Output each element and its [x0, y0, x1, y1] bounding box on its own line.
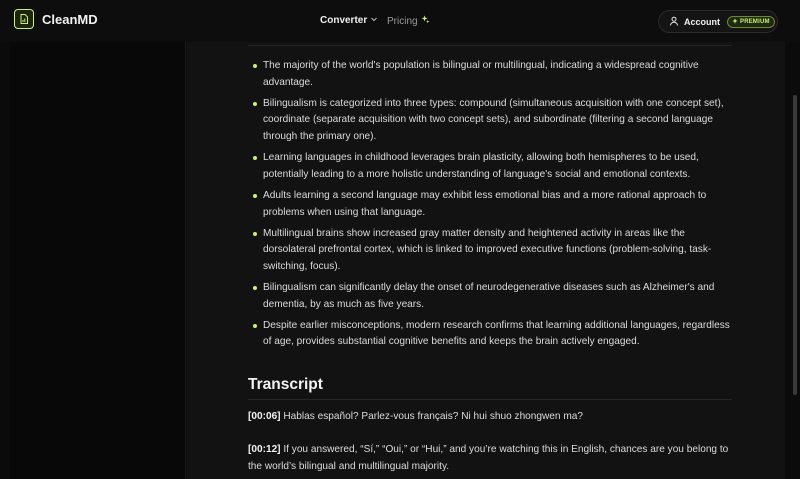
top-navigation-bar: [0, 0, 800, 42]
transcript-text: Hablas español? Parlez-vous français? Ni hui shuo zhongwen ma?: [283, 411, 583, 422]
transcript-timestamp[interactable]: [00:06]: [248, 411, 281, 422]
account-button[interactable]: [658, 10, 778, 33]
document-icon: [14, 9, 34, 29]
premium-badge: [727, 16, 775, 28]
transcript-line: [248, 409, 738, 426]
divider: [248, 45, 732, 46]
key-takeaway-item: Multilingual brains show increased gray matter density and heightened activity in areas like the dorsolateral prefrontal cortex, which is linked to improved executive functions (problem-solving, task-switching, focus).: [248, 226, 732, 276]
transcript-timestamp[interactable]: [00:12]: [248, 444, 281, 455]
nav-pricing-label: Pricing: [387, 15, 418, 27]
sparkle-icon: [421, 15, 430, 27]
user-icon: [669, 13, 679, 31]
chevron-down-icon: [370, 15, 378, 26]
transcript-text: If you answered, “Sí,” “Oui,” or “Hui,” and you’re watching this in English, chances are you belong to the world’s bilingual and multilingual majority.: [248, 444, 729, 472]
nav-converter-label: Converter: [320, 15, 368, 26]
key-takeaway-item: Despite earlier misconceptions, modern research confirms that learning additional languages, regardless of age, provides substantial cognitive benefits and keeps the brain actively engaged.: [248, 318, 732, 351]
nav-converter[interactable]: [320, 15, 378, 26]
transcript-heading: Transcript: [248, 376, 323, 393]
nav-pricing[interactable]: [387, 15, 430, 27]
app-name: CleanMD: [42, 11, 98, 27]
account-label: Account: [684, 16, 720, 27]
logo[interactable]: [14, 9, 98, 29]
divider: [248, 399, 732, 400]
premium-badge-label: PREMIUM: [740, 18, 770, 25]
key-takeaway-item: Bilingualism is categorized into three types: compound (simultaneous acquisition with one concept set), coordinate (separate acquisition with two concept sets), and subordinate (filtering a second language through the primary one).: [248, 96, 732, 146]
main-content: [187, 42, 785, 479]
sparkle-icon: [732, 18, 738, 26]
transcript-line: [248, 442, 738, 475]
scrollbar-thumb[interactable]: [793, 95, 797, 395]
sidebar: [10, 42, 186, 479]
key-takeaway-item: Learning languages in childhood leverages brain plasticity, allowing both hemispheres to be used, potentially leading to a more holistic understanding of language's social and emotional contexts.: [248, 150, 732, 183]
key-takeaway-item: The majority of the world's population is bilingual or multilingual, indicating a widespread cognitive advantage.: [248, 58, 732, 91]
key-takeaway-item: Adults learning a second language may exhibit less emotional bias and a more rational approach to problems when using that language.: [248, 188, 732, 221]
key-takeaways-list: [248, 58, 732, 356]
key-takeaway-item: Bilingualism can significantly delay the onset of neurodegenerative diseases such as Alzheimer's and dementia, by as much as five years.: [248, 280, 732, 313]
